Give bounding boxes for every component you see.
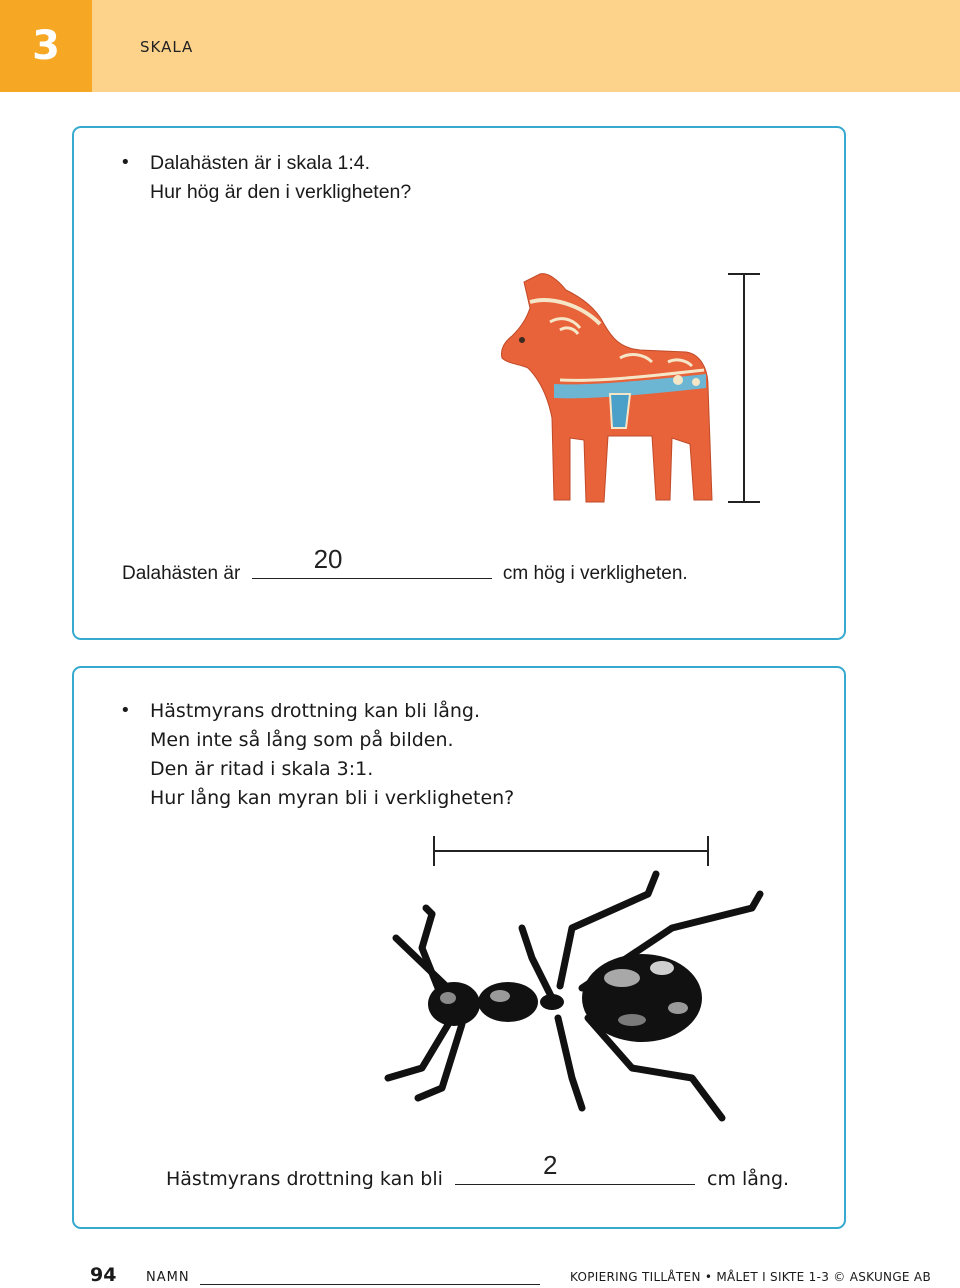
chapter-title: SKALA	[140, 38, 194, 56]
answer-suffix: cm hög i verkligheten.	[502, 563, 688, 584]
question-text	[150, 149, 411, 207]
bullet: •	[120, 700, 131, 721]
name-label: NAMN	[146, 1270, 190, 1285]
question-line: Dalahästen är i skala 1:4.	[150, 152, 371, 174]
header-band	[0, 0, 960, 92]
answer-prefix: Dalahästen är	[122, 563, 241, 584]
question-line: Hur hög är den i verkligheten?	[150, 181, 412, 203]
dala-horse-image	[500, 268, 720, 508]
question-line: Den är ritad i skala 3:1.	[150, 758, 374, 780]
answer-row	[122, 544, 688, 585]
answer-suffix: cm lång.	[707, 1168, 790, 1190]
question-card-ant	[72, 666, 846, 1229]
bullet: •	[120, 152, 131, 173]
question-line: Men inte så lång som på bilden.	[150, 729, 454, 751]
question-card-dala-horse	[72, 126, 846, 640]
question-line: Hästmyrans drottning kan bli lång.	[150, 700, 481, 722]
footer	[0, 1258, 960, 1288]
page-number: 94	[90, 1264, 117, 1286]
answer-value: 2	[542, 1150, 558, 1180]
ant-image	[382, 868, 774, 1138]
answer-prefix: Hästmyrans drottning kan bli	[166, 1168, 443, 1190]
length-measure-bar	[432, 834, 710, 868]
answer-value: 20	[313, 544, 343, 574]
answer-row	[166, 1150, 790, 1190]
height-measure-bar	[726, 272, 762, 506]
answer-blank[interactable]	[252, 544, 492, 579]
question-text	[150, 697, 514, 813]
chapter-number: 3	[0, 0, 92, 92]
question-line: Hur lång kan myran bli i verkligheten?	[150, 787, 515, 809]
name-field[interactable]	[200, 1284, 540, 1285]
answer-blank[interactable]	[455, 1150, 695, 1185]
copyright-notice: KOPIERING TILLÅTEN • MÅLET I SIKTE 1-3 © ASKUNGE AB	[570, 1270, 931, 1284]
